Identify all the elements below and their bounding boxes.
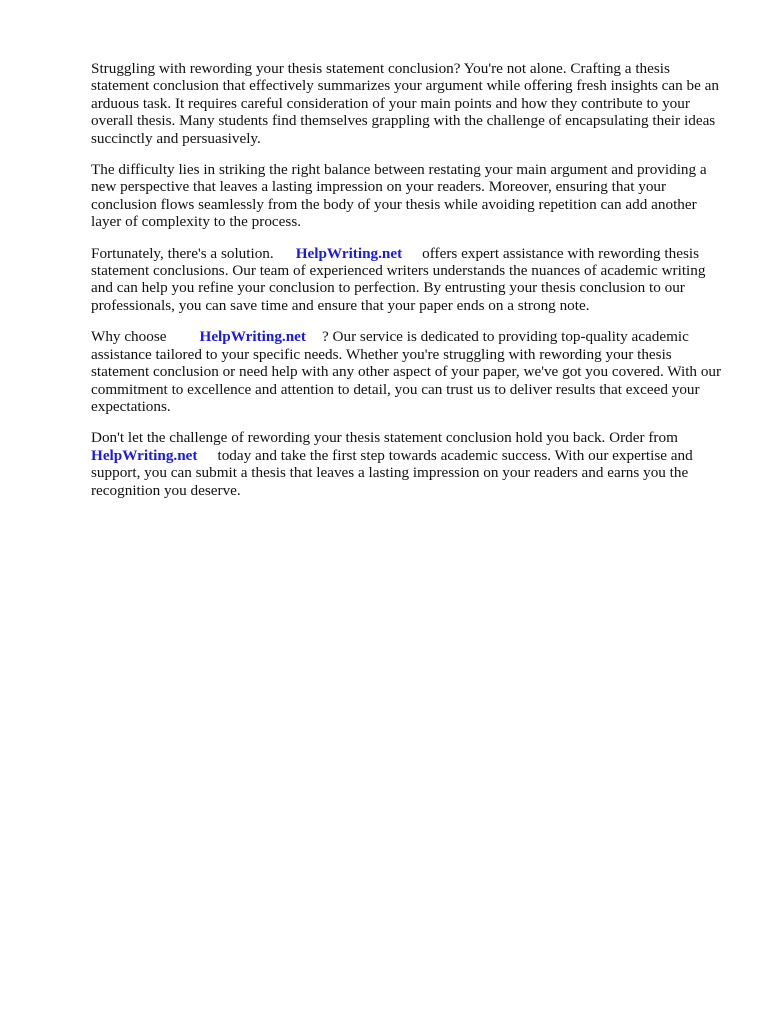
paragraph-cta-rest: today and take the first step towards academic success. With our expertise and support, you can submit a thesis that leaves a lasting impression on your readers and earns you the recognition you deserve.	[91, 446, 693, 499]
helpwriting-link[interactable]: HelpWriting.net	[295, 244, 403, 262]
paragraph-difficulty-text: The difficulty lies in striking the right balance between restating your main argument and providing a new perspective that leaves a lasting impression on your readers. Moreover, ensuring that your conclusion flows seamlessly from the body of your thesis while avoiding repetition can add another layer of complexity to the process.	[91, 161, 707, 231]
paragraph-intro-text: Struggling with rewording your thesis statement conclusion? You're not alone. Crafting a thesis statement conclusion that effectively summarizes your argument while offering fresh insights can be an arduous task. It requires careful consideration of your main points and how they contribute to your overall thesis. Many students find themselves grappling with the challenge of encapsulating their ideas succinctly and persuasively.	[91, 60, 719, 147]
paragraph-why-choose-lead: Why choose	[91, 328, 167, 346]
paragraph-call-to-action	[91, 429, 726, 499]
paragraph-solution-rest: offers expert assistance with rewording thesis statement conclusions. Our team of experienced writers understands the nuances of academic writing and can help you refine your conclusion to perfection. By entrusting your thesis conclusion to our professionals, you can save time and ensure that your paper ends on a strong note.	[91, 244, 706, 314]
paragraph-why-choose	[91, 328, 726, 415]
helpwriting-link[interactable]: HelpWriting.net	[91, 446, 198, 464]
paragraph-solution	[91, 245, 726, 315]
paragraph-difficulty	[91, 161, 726, 231]
paragraph-intro	[91, 60, 726, 147]
paragraph-cta-lead: Don't let the challenge of rewording your thesis statement conclusion hold you back. Order from	[91, 429, 678, 447]
helpwriting-link[interactable]: HelpWriting.net	[199, 328, 306, 346]
paragraph-solution-lead: Fortunately, there's a solution.	[91, 244, 274, 262]
document-page	[91, 60, 726, 513]
paragraph-why-choose-rest: ? Our service is dedicated to providing top-quality academic assistance tailored to your specific needs. Whether you're struggling with rewording your thesis statement conclusion or need help with any other aspect of your paper, we've got you covered. With our commitment to excellence and attention to detail, you can trust us to deliver results that exceed your expectations.	[91, 328, 722, 415]
